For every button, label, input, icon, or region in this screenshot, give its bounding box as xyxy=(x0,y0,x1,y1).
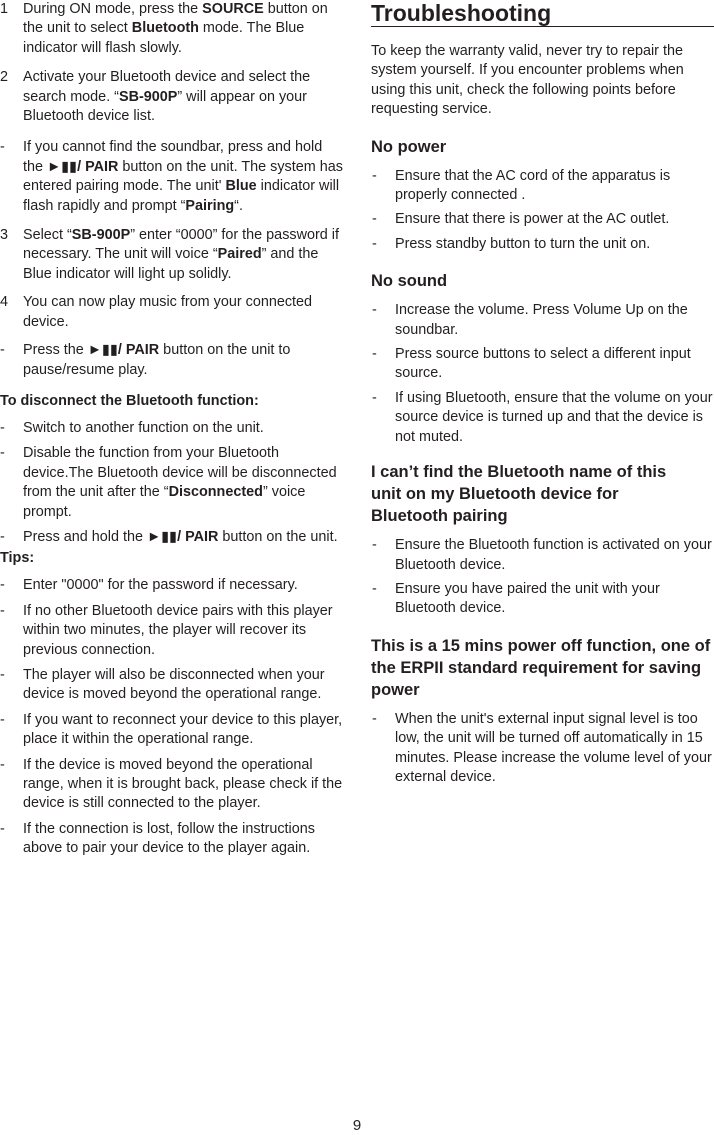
tips-heading: Tips: xyxy=(0,550,35,567)
text-run: Select “ xyxy=(23,227,72,244)
text-run: button on the unit to select xyxy=(23,1,328,37)
section-item xyxy=(371,301,714,340)
tips-list xyxy=(0,576,343,858)
text-run: ” and the Blue indicator will light up solidly. xyxy=(23,246,319,282)
section-heading: No power xyxy=(371,137,447,156)
list-item-text xyxy=(23,420,264,436)
list-marker: - xyxy=(372,211,377,228)
list-item-text xyxy=(23,529,338,545)
section-heading: I can’t find the Bluetooth name of this unit on my Bluetooth device for Bluetooth pairing xyxy=(371,463,667,526)
list-item-text: If no other Bluetooth device pairs with this player within two minutes, the player will recover its previous connection. xyxy=(23,602,333,658)
bold-text: Disconnected xyxy=(168,484,263,501)
list-item-text xyxy=(23,445,337,519)
text-run: indicator will flash rapidly and prompt “ xyxy=(23,178,340,214)
disconnect-item xyxy=(0,444,343,522)
page-title: Troubleshooting xyxy=(371,0,714,27)
list-item-text: Ensure that the AC cord of the apparatus is properly connected . xyxy=(395,167,671,204)
step-item xyxy=(0,0,343,58)
list-marker: - xyxy=(372,389,377,406)
section-item xyxy=(371,210,714,229)
page-number: 9 xyxy=(352,1117,362,1134)
tip-item xyxy=(0,820,343,859)
list-item-text: Enter "0000" for the password if necessary. xyxy=(23,577,298,594)
disconnect-list xyxy=(0,419,343,547)
list-item-text: Ensure you have paired the unit with your Bluetooth device. xyxy=(395,580,660,617)
text-run: Activate your Bluetooth device and select the search mode. “ xyxy=(23,69,311,105)
bold-text: Bluetooth xyxy=(131,20,199,37)
disconnect-item xyxy=(0,419,343,438)
text-run: button on the unit to pause/resume play. xyxy=(23,342,291,378)
list-item-text: Press standby button to turn the unit on. xyxy=(395,235,651,252)
text-run: Disable the function from your Bluetooth device.The Bluetooth device will be disconnected from the unit after the “ xyxy=(23,445,337,501)
section-item xyxy=(371,235,714,254)
list-marker: 1 xyxy=(0,1,9,17)
list-marker: - xyxy=(0,711,5,728)
list-item-text: Press source buttons to select a different input source. xyxy=(395,346,691,382)
text-run: ” will appear on your Bluetooth device list. xyxy=(23,88,307,125)
bold-text: ►▮▮/ PAIR xyxy=(47,158,119,175)
list-item-text xyxy=(23,342,290,377)
list-item-text: Ensure the Bluetooth function is activated on your Bluetooth device. xyxy=(395,537,712,573)
step-item xyxy=(0,226,343,284)
tip-item xyxy=(0,576,343,595)
section-heading: No sound xyxy=(371,272,448,291)
list-marker: - xyxy=(0,528,5,545)
list-item-text: Increase the volume. Press Volume Up on the soundbar. xyxy=(395,302,688,338)
bold-text: SB-900P xyxy=(71,227,131,244)
step-item xyxy=(0,138,343,216)
text-run: button on the unit. The system has entered pairing mode. The unit' xyxy=(23,158,343,195)
list-item-text: When the unit's external input signal level is too low, the unit will be turned off automatically in 15 minutes. Please increase the volume level of your external device. xyxy=(395,710,712,785)
tip-item xyxy=(0,666,343,705)
tip-item xyxy=(0,711,343,750)
troubleshooting-sections xyxy=(371,136,714,788)
list-marker: - xyxy=(372,580,377,597)
text-run: During ON mode, press the xyxy=(23,1,203,17)
list-item-text xyxy=(23,227,339,282)
list-marker: - xyxy=(372,302,377,319)
left-column xyxy=(0,0,343,859)
text-run: Press and hold the xyxy=(23,528,147,545)
list-marker: - xyxy=(372,167,377,184)
pairing-steps xyxy=(0,0,343,380)
list-marker: - xyxy=(0,820,5,837)
tip-item xyxy=(0,602,343,660)
text-run: ” enter “0000” for the password if necessary. The unit will voice “ xyxy=(23,227,339,263)
list-item-text xyxy=(23,69,310,124)
section-item xyxy=(371,345,714,384)
list-item-text xyxy=(23,1,328,56)
section-item xyxy=(371,710,714,788)
bold-text: Paired xyxy=(217,246,262,263)
list-item-text xyxy=(23,294,312,329)
list-item-text: If using Bluetooth, ensure that the volume on your source device is turned up and that the device is not muted. xyxy=(395,389,713,445)
text-run: ” voice prompt. xyxy=(23,484,306,520)
section-heading: This is a 15 mins power off function, one of the ERPII standard requirement for saving power xyxy=(371,636,711,699)
step-item xyxy=(0,68,343,126)
list-marker: 3 xyxy=(0,227,9,244)
section-item xyxy=(371,536,714,575)
list-item-text: If you want to reconnect your device to this player, place it within the operational range. xyxy=(23,711,343,748)
list-marker: - xyxy=(372,235,377,252)
text-run: You can now play music from your connected device. xyxy=(23,294,313,330)
list-marker: - xyxy=(372,346,377,363)
list-marker: - xyxy=(0,602,5,619)
bold-text: ►▮▮/ PAIR xyxy=(87,342,160,359)
list-marker: - xyxy=(0,666,5,683)
disconnect-heading: To disconnect the Bluetooth function: xyxy=(0,392,259,409)
list-item-text: If the device is moved beyond the operational range, when it is brought back, please check if the device is still connected to the player. xyxy=(23,756,343,812)
list-marker: - xyxy=(372,537,377,554)
text-run: Switch to another function on the unit. xyxy=(23,419,264,436)
step-item xyxy=(0,293,343,332)
disconnect-item xyxy=(0,528,343,547)
section-item xyxy=(371,580,714,619)
list-marker: - xyxy=(0,756,5,773)
step-item xyxy=(0,341,343,380)
list-marker: - xyxy=(372,710,377,727)
bold-text: Pairing xyxy=(185,197,235,214)
bold-text: SOURCE xyxy=(202,1,264,17)
list-item-text: Ensure that there is power at the AC outlet. xyxy=(395,211,670,228)
list-marker: - xyxy=(0,342,5,359)
list-marker: 4 xyxy=(0,294,9,311)
bold-text: Blue xyxy=(225,178,257,195)
text-run: Press the xyxy=(23,342,88,359)
text-run: button on the unit. xyxy=(218,528,338,545)
tip-item xyxy=(0,756,343,814)
bold-text: SB-900P xyxy=(118,88,178,105)
list-item-text: If the connection is lost, follow the instructions above to pair your device to the player again. xyxy=(23,820,315,857)
list-marker: - xyxy=(0,445,5,462)
list-marker: 2 xyxy=(0,69,9,86)
section-item xyxy=(371,167,714,206)
text-run: If you cannot find the soundbar, press and hold the xyxy=(23,139,323,175)
list-marker: - xyxy=(0,139,5,156)
list-item-text xyxy=(23,139,343,213)
intro-paragraph: To keep the warranty valid, never try to repair the system yourself. If you encounter problems when using this unit, check the following points before requesting service. xyxy=(371,43,684,118)
section-item xyxy=(371,389,714,447)
list-item-text: The player will also be disconnected when your device is moved beyond the operational range. xyxy=(23,666,325,703)
text-run: mode. The Blue indicator will flash slowly. xyxy=(23,20,305,56)
list-marker: - xyxy=(0,577,5,594)
right-column xyxy=(371,0,714,787)
text-run: “. xyxy=(234,197,243,214)
bold-text: ►▮▮/ PAIR xyxy=(147,528,219,545)
list-marker: - xyxy=(0,419,5,436)
